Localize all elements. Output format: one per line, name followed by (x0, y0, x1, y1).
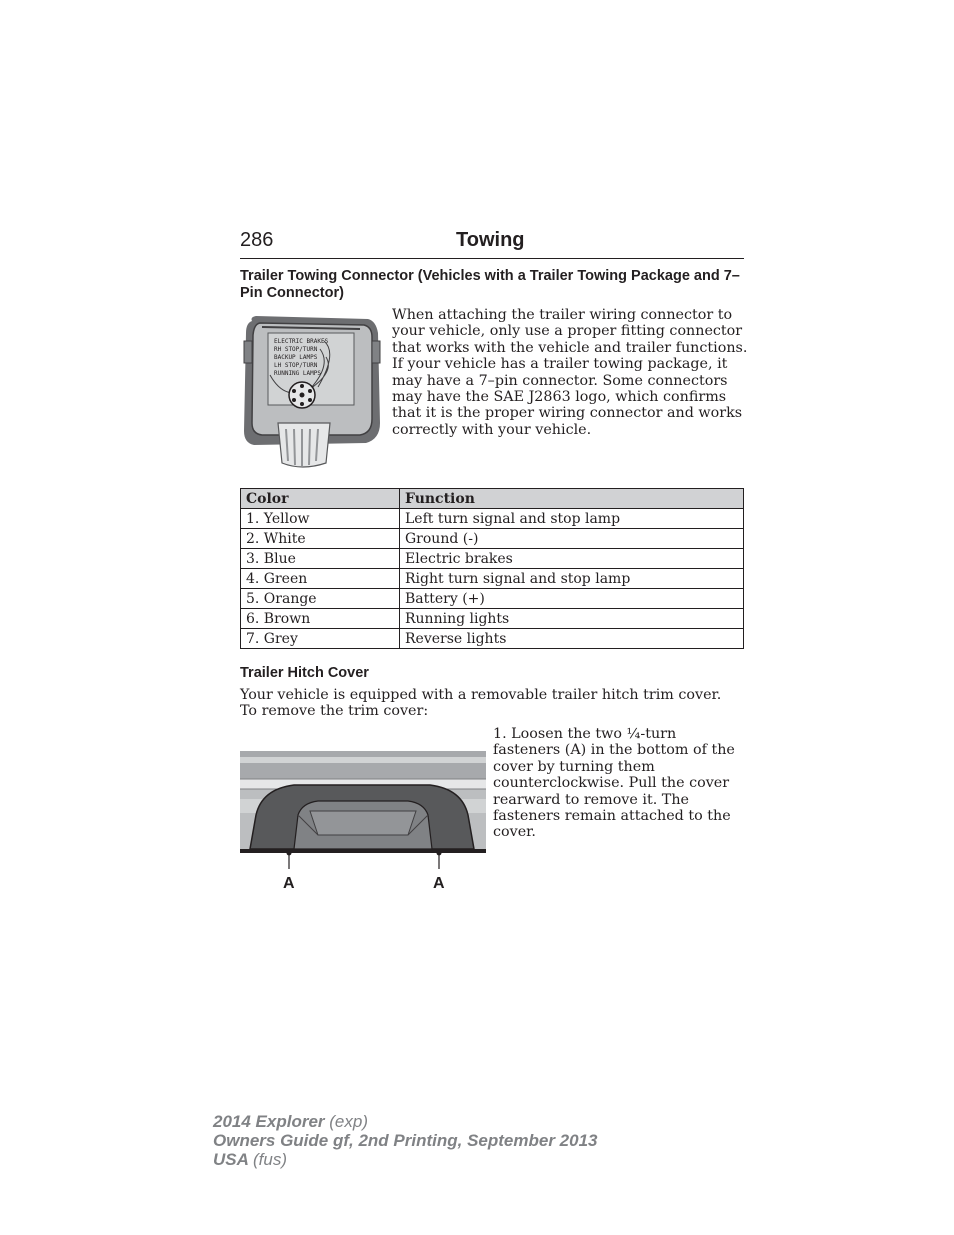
connector-section-heading: Trailer Towing Connector (Vehicles with a Trailer Towing Package and 7–Pin Connector) (240, 268, 740, 301)
table-row (241, 509, 744, 529)
pin-function-cell: Running lights (400, 609, 744, 629)
hitch-cover-illustration (240, 745, 486, 895)
callout-a-left: A (283, 875, 295, 892)
pin-function-cell: Battery (+) (400, 589, 744, 609)
footer-model: 2014 Explorer (213, 1112, 325, 1131)
pin-color-cell: 1. Yellow (241, 509, 400, 529)
trailer-connector-illustration (240, 313, 382, 470)
footer-guide: Owners Guide gf, 2nd Printing, September 2013 (213, 1131, 598, 1150)
header-rule (240, 258, 744, 259)
table-header-row (241, 489, 744, 509)
pin-color-cell: 2. White (241, 529, 400, 549)
column-header-function: Function (400, 489, 744, 509)
hitch-cover-intro: Your vehicle is equipped with a removable trailer hitch trim cover. To remove the trim cover: (240, 687, 722, 720)
pin-color-cell: 5. Orange (241, 589, 400, 609)
connector-label: LH STOP/TURN (274, 362, 318, 369)
pin-function-cell: Ground (-) (400, 529, 744, 549)
pin-color-cell: 7. Grey (241, 629, 400, 649)
connector-label: ELECTRIC BRAKES (274, 338, 329, 345)
table-row (241, 609, 744, 629)
footer-model-code: (exp) (329, 1112, 368, 1131)
table-row (241, 569, 744, 589)
connector-label: RUNNING LAMPS (274, 370, 321, 377)
pin-function-cell: Reverse lights (400, 629, 744, 649)
chapter-title: Towing (456, 229, 525, 251)
pin-color-cell: 6. Brown (241, 609, 400, 629)
table-row (241, 549, 744, 569)
table-row (241, 629, 744, 649)
footer-line-region (213, 1150, 597, 1169)
pin-function-cell: Left turn signal and stop lamp (400, 509, 744, 529)
pin-color-cell: 3. Blue (241, 549, 400, 569)
column-header-color: Color (241, 489, 400, 509)
pin-function-cell: Electric brakes (400, 549, 744, 569)
page-footer (213, 1112, 597, 1169)
callout-a-right: A (433, 875, 445, 892)
table-row (241, 589, 744, 609)
page-number: 286 (240, 229, 274, 251)
pin-function-table (240, 488, 744, 649)
connector-label: RH STOP/TURN (274, 346, 318, 353)
footer-region-code: (fus) (253, 1150, 287, 1169)
footer-line-guide (213, 1131, 597, 1150)
footer-line-model (213, 1112, 597, 1131)
connector-label: BACKUP LAMPS (274, 354, 318, 361)
pin-color-cell: 4. Green (241, 569, 400, 589)
hitch-cover-heading: Trailer Hitch Cover (240, 665, 369, 681)
footer-region: USA (213, 1150, 249, 1169)
table-row (241, 529, 744, 549)
connector-intro-text: When attaching the trailer wiring connector to your vehicle, only use a proper fitting connector that works with the vehicle and trailer functions. If your vehicle has a trailer towing package, it may have a 7–pin connector. Some connectors may have the SAE J2863 logo, which confirms that it is the proper wiring connector and works correctly with your vehicle. (392, 307, 748, 438)
pin-function-cell: Right turn signal and stop lamp (400, 569, 744, 589)
hitch-cover-step-1: 1. Loosen the two ¼-turn fasteners (A) in the bottom of the cover by turning them counterclockwise. Pull the cover rearward to remove it. The fasteners remain attached to the cover. (493, 726, 735, 841)
